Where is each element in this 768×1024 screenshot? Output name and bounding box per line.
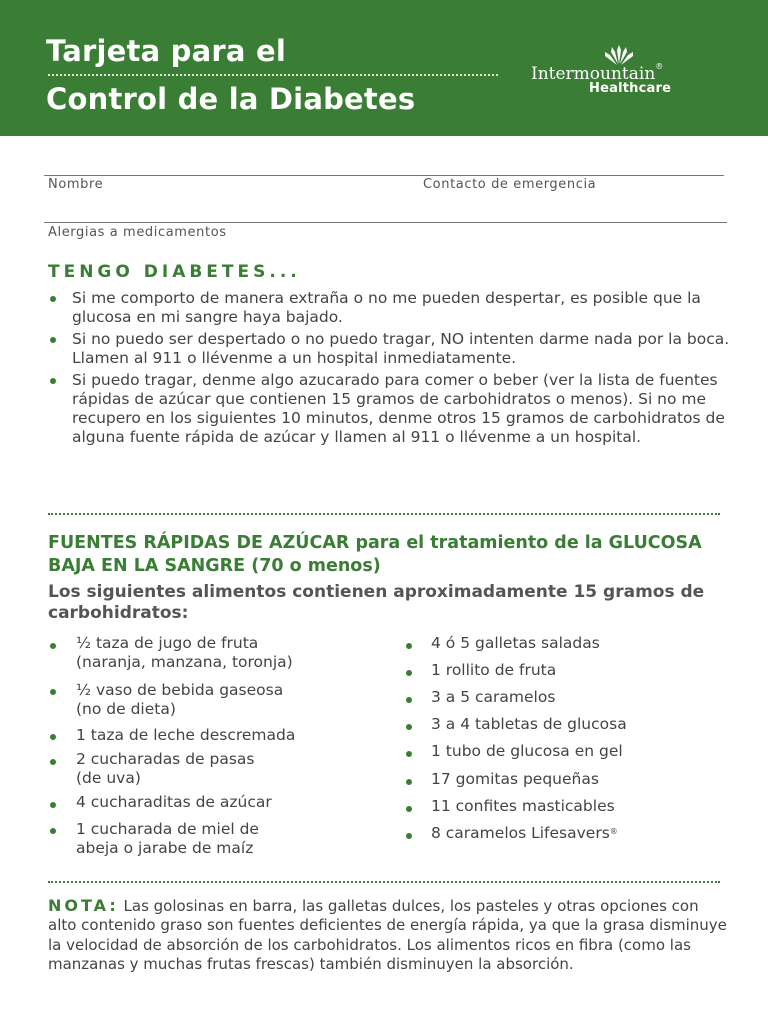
tengo-heading: TENGO DIABETES... bbox=[48, 262, 301, 282]
list-item: 8 caramelos Lifesavers® bbox=[431, 824, 618, 842]
nota-text: Las golosinas en barra, las galletas dulces, los pasteles y otras opciones con alto contenido graso son fuentes deficientes de energía rápida, ya que la grasa disminuye la velocidad de absorción de los carbohidratos. Los alimentos ricos en fibra (como las manzanas y muchas frutas frescas) también disminuyen la absorción. bbox=[48, 897, 727, 974]
section-divider bbox=[48, 513, 720, 515]
list-item: 4 cucharaditas de azúcar bbox=[76, 793, 272, 811]
list-item: 1 rollito de fruta bbox=[431, 661, 557, 679]
nota-label: NOTA: bbox=[48, 896, 119, 915]
bullet-icon bbox=[406, 643, 412, 649]
brand-logo bbox=[531, 44, 731, 104]
list-item: 1 taza de leche descremada bbox=[76, 726, 296, 744]
name-label: Nombre bbox=[48, 177, 104, 192]
allergies-label: Alergias a medicamentos bbox=[48, 225, 227, 240]
bullet-icon bbox=[50, 337, 56, 343]
section-divider bbox=[48, 881, 720, 883]
fuentes-subheading: Los siguientes alimentos contienen aproximadamente 15 gramos de carbohidratos: bbox=[48, 582, 705, 623]
header-banner bbox=[0, 0, 768, 136]
title-line-2: Control de la Diabetes bbox=[46, 82, 416, 116]
list-item: ½ vaso de bebida gaseosa (no de dieta) bbox=[76, 681, 284, 718]
list-item: 2 cucharadas de pasas (de uva) bbox=[76, 750, 255, 787]
bullet-icon bbox=[50, 734, 56, 740]
title-divider bbox=[48, 74, 498, 76]
title-line-1: Tarjeta para el bbox=[46, 34, 286, 68]
bullet-icon bbox=[50, 759, 56, 765]
fuentes-heading: FUENTES RÁPIDAS DE AZÚCAR para el tratamiento de la GLUCOSA BAJA EN LA SANGRE (70 o menos) bbox=[48, 533, 702, 576]
bullet-icon bbox=[50, 689, 56, 695]
bullet-icon bbox=[406, 833, 412, 839]
bullet-icon bbox=[50, 802, 56, 808]
bullet-icon bbox=[50, 828, 56, 834]
list-item: Si puedo tragar, denme algo azucarado para comer o beber (ver la lista de fuentes rápidas de azúcar que contienen 15 gramos de carbohidratos o menos). Si no me recupero en los siguientes 10 minutos, denme otros 15 gramos de carbohidratos de alguna fuente rápida de azúcar y llamen al 911 o llévenme a un hospital. bbox=[48, 371, 738, 447]
list-item: ½ taza de jugo de fruta (naranja, manzana, toronja) bbox=[76, 634, 293, 671]
allergies-line bbox=[44, 222, 727, 223]
list-item: 11 confites masticables bbox=[431, 797, 615, 815]
name-line bbox=[44, 175, 724, 176]
nota-paragraph bbox=[48, 896, 728, 975]
bullet-icon bbox=[406, 724, 412, 730]
list-item: 4 ó 5 galletas saladas bbox=[431, 634, 600, 652]
list-item: 1 tubo de glucosa en gel bbox=[431, 742, 623, 760]
list-item: Si me comporto de manera extraña o no me pueden despertar, es posible que la glucosa en mi sangre haya bajado. bbox=[48, 289, 738, 327]
bullet-icon bbox=[406, 751, 412, 757]
bullet-icon bbox=[406, 806, 412, 812]
brand-sub: Healthcare bbox=[589, 81, 672, 96]
bullet-icon bbox=[406, 779, 412, 785]
bullet-icon bbox=[50, 296, 56, 302]
bullet-icon bbox=[50, 378, 56, 384]
brand-name: Intermountain® bbox=[531, 62, 664, 84]
bullet-icon bbox=[50, 643, 56, 649]
list-item: 3 a 5 caramelos bbox=[431, 688, 556, 706]
list-item: 17 gomitas pequeñas bbox=[431, 770, 599, 788]
emergency-label: Contacto de emergencia bbox=[423, 177, 597, 192]
list-item: Si no puedo ser despertado o no puedo tragar, NO intenten darme nada por la boca. Llamen al 911 o llévenme a un hospital inmediatamente. bbox=[48, 330, 738, 368]
bullet-icon bbox=[406, 670, 412, 676]
bullet-icon bbox=[406, 697, 412, 703]
sunburst-logo-icon bbox=[602, 44, 636, 66]
list-item: 3 a 4 tabletas de glucosa bbox=[431, 715, 627, 733]
tengo-list bbox=[48, 289, 738, 447]
list-item: 1 cucharada de miel de abeja o jarabe de maíz bbox=[76, 820, 259, 857]
